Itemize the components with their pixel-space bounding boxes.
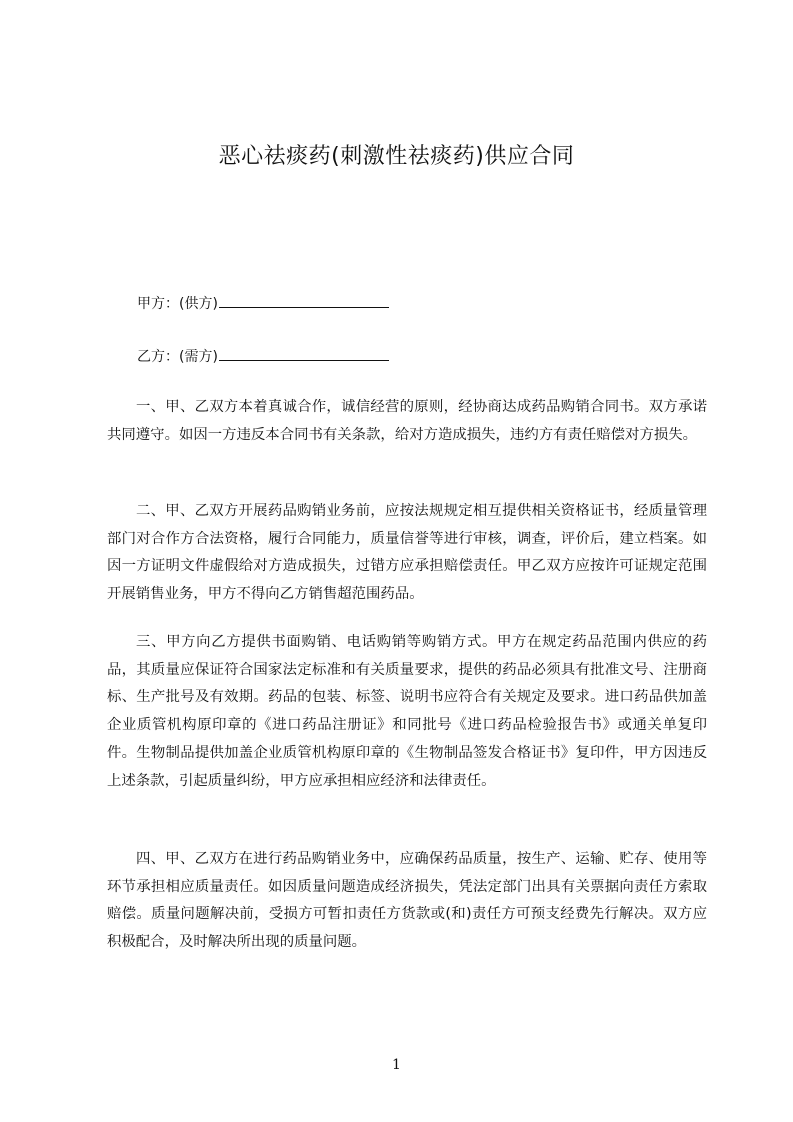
- page-number: 1: [392, 1057, 401, 1073]
- contract-title: 恶心祛痰药(刺激性祛痰药)供应合同: [218, 144, 575, 169]
- clause-2: 二、甲、乙双方开展药品购销业务前，应按法规规定相互提供相关资格证书，经质量管理部门对合作方合法资格，履行合同能力，质量信誉等进行审核，调查，评价后，建立档案。如因一方证明文件虚假给对方造成损失，过错方应承担赔偿责任。甲乙双方应按许可证规定范围开展销售业务，甲方不得向乙方销售超范围药品。: [107, 503, 707, 603]
- party-b-label: 乙方：(需方): [137, 349, 218, 365]
- party-a-label: 甲方：(供方): [137, 296, 218, 312]
- clause-1: 一、甲、乙双方本着真诚合作，诚信经营的原则，经协商达成药品购销合同书。双方承诺共同遵守。如因一方违反本合同书有关条款，给对方造成损失，违约方有责任赔偿对方损失。: [107, 399, 707, 443]
- party-b-blank: [219, 346, 389, 361]
- party-a-blank: [219, 293, 389, 308]
- clause-4: 四、甲、乙双方在进行药品购销业务中，应确保药品质量，按生产、运输、贮存、使用等环节承担相应质量责任。如因质量问题造成经济损失，凭法定部门出具有关票据向责任方索取赔偿。质量问题解决前，受损方可暂扣责任方货款或(和)责任方可预支经费先行解决。双方应积极配合，及时解决所出现的质量问题。: [107, 851, 707, 951]
- party-b-line: [137, 346, 389, 367]
- party-a-line: [137, 293, 389, 314]
- clause-3: 三、甲方向乙方提供书面购销、电话购销等购销方式。甲方在规定药品范围内供应的药品，其质量应保证符合国家法定标准和有关质量要求，提供的药品必须具有批准文号、注册商标、生产批号及有效期。药品的包装、标签、说明书应符合有关规定及要求。进口药品供加盖企业质管机构原印章的《进口药品注册证》和同批号《进口药品检验报告书》或通关单复印件。生物制品提供加盖企业质管机构原印章的《生物制品签发合格证书》复印件，甲方因违反上述条款，引起质量纠纷，甲方应承担相应经济和法律责任。: [107, 634, 707, 789]
